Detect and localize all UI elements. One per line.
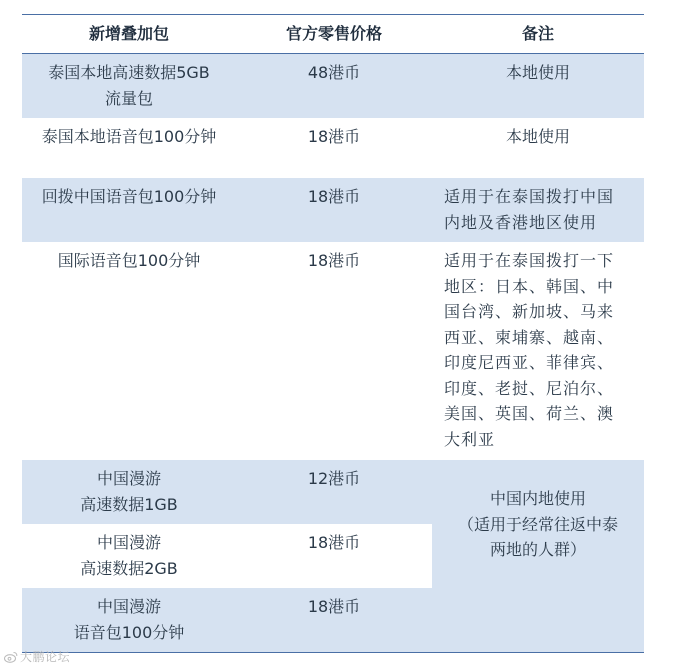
- package-name: 中国漫游 语音包100分钟: [73, 597, 185, 642]
- weibo-logo-icon: [4, 651, 18, 663]
- price: 18港币: [307, 251, 361, 270]
- table-row: [22, 54, 644, 118]
- note: 中国内地使用 （适用于经常往返中泰 两地的人群）: [457, 489, 618, 559]
- price: 18港币: [307, 533, 361, 552]
- price: 18港币: [307, 127, 361, 146]
- price: 18港币: [307, 597, 361, 616]
- table-row: [22, 178, 644, 242]
- package-name: 国际语音包100分钟: [57, 251, 201, 270]
- package-name: 泰国本地语音包100分钟: [41, 127, 217, 146]
- package-name: 中国漫游 高速数据1GB: [80, 469, 178, 514]
- note: 适用于在泰国拨打中国 内地及香港地区使用: [444, 187, 615, 232]
- price: 18港币: [307, 187, 361, 206]
- note: 适用于在泰国拨打一下 地区：日本、韩国、中 国台湾、新加坡、马来 西亚、柬埔寨、越南、 印度尼西亚、菲律宾、 印度、老挝、尼泊尔、 美国、英国、荷兰、澳 大利亚: [444, 251, 615, 449]
- table-row: [22, 242, 644, 460]
- header-note: 备注: [521, 24, 554, 43]
- package-name: 中国漫游 高速数据2GB: [80, 533, 178, 578]
- header-package: 新增叠加包: [88, 24, 169, 43]
- package-table: [22, 0, 644, 669]
- watermark-text: 大鹏论坛: [20, 650, 71, 664]
- merged-note-cell: [432, 460, 644, 652]
- table-row: [22, 118, 644, 178]
- price: 12港币: [307, 469, 361, 488]
- price: 48港币: [307, 63, 361, 82]
- header-price: 官方零售价格: [285, 24, 382, 43]
- note: 本地使用: [505, 63, 570, 82]
- table-header: [22, 15, 644, 54]
- watermark: [4, 648, 70, 665]
- note: 本地使用: [505, 127, 570, 146]
- package-name: 泰国本地高速数据5GB 流量包: [48, 63, 210, 108]
- table-bottom-rule: [22, 652, 644, 653]
- package-name: 回拨中国语音包100分钟: [41, 187, 217, 206]
